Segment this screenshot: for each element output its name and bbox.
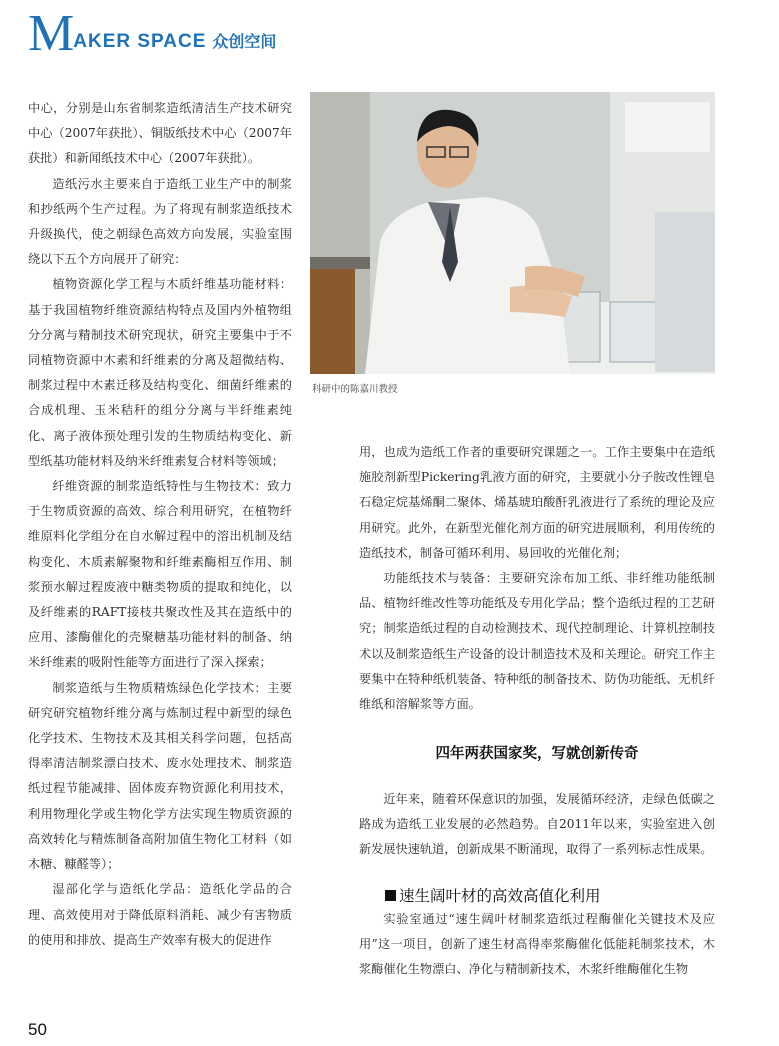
subheading-text: 速生阔叶材的高效高值化利用 (399, 887, 601, 905)
logo-chinese: 众创空间 (212, 32, 277, 51)
lab-photo-illustration (310, 92, 715, 374)
paragraph: 中心，分别是山东省制浆造纸清洁生产技术研究中心（2007年获批）、铜版纸技术中心（2007年获批）和新闻纸技术中心（2007年获批）。 (28, 101, 292, 166)
paragraph: 造纸污水主要来自于造纸工业生产中的制浆和抄纸两个生产过程。为了将现有制浆造纸技术升级换代，使之朝绿色高效方向发展，实验室围绕以下五个方向展开了研究： (28, 176, 292, 267)
professor-photo (310, 92, 715, 374)
paragraph: 实验室通过“速生阔叶材制浆造纸过程酶催化关键技术及应用”这一项目，创新了速生材高得率浆酶催化低能耗制浆技术，木浆酶催化生物漂白、净化与精制新技术，木浆纤维酶催化生物 (359, 912, 715, 977)
paragraph: 近年来，随着环保意识的加强，发展循环经济，走绿色低碳之路成为造纸工业发展的必然趋势。自2011年以来，实验室进入创新发展快速轨道，创新成果不断涌现，取得了一系列标志性成果。 (359, 792, 715, 857)
subsection-body (359, 907, 715, 983)
logo-initial: M (28, 5, 73, 62)
paragraph: 用，也成为造纸工作者的重要研究课题之一。工作主要集中在造纸施胶剂新型Pickering乳液方面的研究，主要就小分子胺改性锂皂石稳定烷基烯酮二聚体、烯基琥珀酸酐乳液进行了系统的理论及应用研究。此外，在新型光催化剂方面的研究进展顺利，利用传统的造纸技术，制备可循环利用、易回收的光催化剂； (359, 445, 715, 560)
paragraph: 纤维资源的制浆造纸特性与生物技术：致力于生物质资源的高效、综合利用研究，在植物纤维原料化学组分在自水解过程中的溶出机制及结构变化、木质素解聚物和纤维素酶相互作用、制浆预水解过程废液中糖类物质的提取和纯化，以及纤维素的RAFT接枝共聚改性及其在造纸中的应用、漆酶催化的壳聚糖基功能材料的制备、纳米纤维素的吸附性能等方面进行了深入探索； (28, 479, 292, 670)
paragraph: 功能纸技术与装备：主要研究涂布加工纸、非纤维功能纸制品、植物纤维改性等功能纸及专用化学品；整个造纸过程的工艺研究；制浆造纸过程的自动检测技术、现代控制理论、计算机控制技术以及制浆造纸生产设备的设计制造技术及和关理论。研究工作主要集中在特种纸机装备、特种纸的制备技术、防伪功能纸、无机纤维纸和溶解浆等方面。 (359, 571, 715, 712)
paragraph: 湿部化学与造纸化学品：造纸化学品的合理、高效使用对于降低原料消耗、减少有害物质的使用和排放、提高生产效率有极大的促进作 (28, 882, 292, 947)
subheading (385, 884, 601, 906)
paragraph: 植物资源化学工程与木质纤维基功能材料：基于我国植物纤维资源结构特点及国内外植物组分分离与精制技术研究现状，研究主要集中于不同植物资源中木素和纤维素的分离及超微结构、制浆过程中木素迁移及结构变化、细菌纤维素的合成机理、玉米秸秆的组分分离与半纤维素纯化、离子液体预处理引发的生物质结构变化、新型纸基功能材料及纳米纤维素复合材料等领域； (28, 277, 292, 468)
section-title: 四年两获国家奖，写就创新传奇 (435, 746, 639, 762)
paragraph: 制浆造纸与生物质精炼绿色化学技术：主要研究研究植物纤维分离与炼制过程中新型的绿色化学技术、生物技术及其相关科学问题，包括高得率清洁制浆漂白技术、废水处理技术、制浆造纸过程节能减排、固体废弃物资源化利用技术，利用物理化学或生物化学方法实现生物质资源的高效转化与精炼制备高附加值生物化工材料（如木糖、糠醛等）； (28, 680, 292, 872)
right-column (359, 440, 715, 717)
section-body (359, 787, 715, 863)
magazine-header (28, 5, 277, 62)
page-number: 50 (28, 1020, 47, 1039)
photo-caption: 科研中的陈嘉川教授 (312, 384, 398, 395)
square-bullet-icon (385, 890, 396, 901)
logo-text: AKER SPACE (73, 31, 207, 52)
left-column (28, 96, 292, 953)
